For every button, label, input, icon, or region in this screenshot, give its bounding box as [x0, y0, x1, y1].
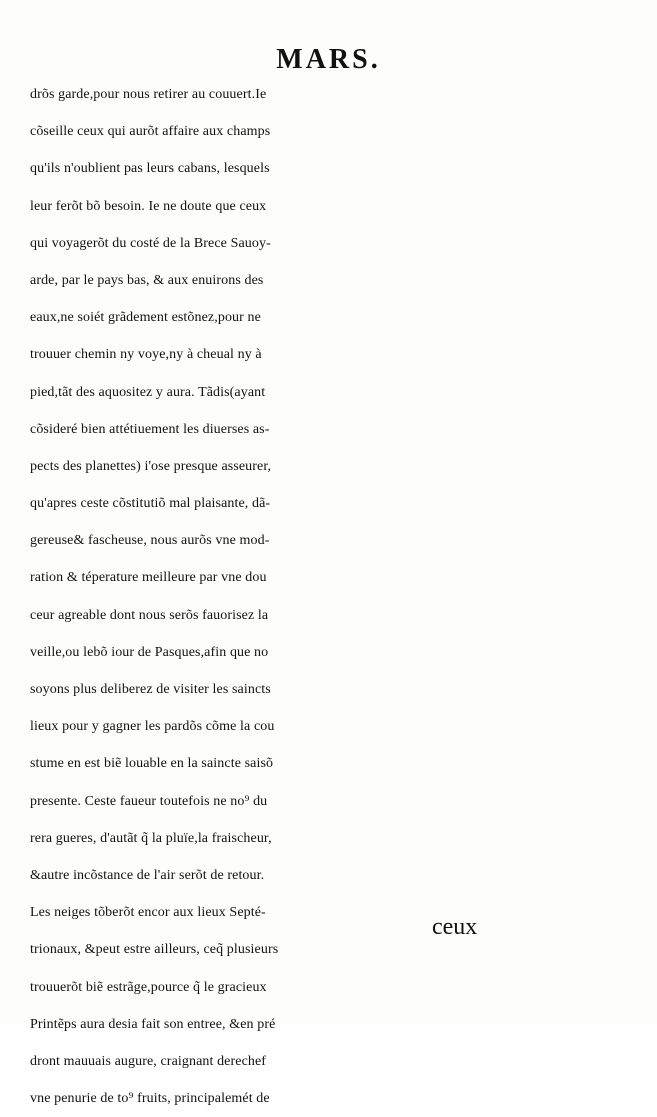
text-line: cõsideré bien attétiuement les diuerses as- [30, 421, 270, 437]
text-line: pied,tãt des aquositez y aura. Tãdis(ayant [30, 384, 266, 400]
running-head: MARS. [276, 44, 381, 75]
text-line: arde, par le pays bas, & aux enuirons des [30, 272, 264, 288]
text-line: leur ferõt bõ besoin. Ie ne doute que ceux [30, 198, 267, 214]
text-block [30, 76, 510, 1117]
text-line: cõseille ceux qui aurõt affaire aux champs [30, 124, 271, 140]
text-line: vne penurie de to⁹ fruits, principalemét de [30, 1091, 270, 1107]
text-line: veille,ou lebõ iour de Pasques,afin que no [30, 644, 269, 660]
text-line: &autre incõstance de l'air serõt de retour. [30, 867, 265, 883]
text-line: ceur agreable dont nous serõs fauorisez la [30, 607, 269, 623]
text-line: trionaux, &peut estre ailleurs, ceq̃ plusieurs [30, 942, 279, 958]
text-line: eaux,ne soiét grãdement estõnez,pour ne [30, 310, 261, 326]
text-line: lieux pour y gagner les pardõs cõme la cou [30, 719, 275, 735]
text-line: Printẽps aura desia fait son entree, &en pré [30, 1016, 276, 1032]
text-line: qu'ils n'oublient pas leurs cabans, lesquels [30, 161, 270, 177]
text-line: presente. Ceste faueur toutefois ne no⁹ du [30, 793, 268, 809]
text-line: pects des planettes) i'ose presque asseurer, [30, 458, 272, 474]
catchword: ceux [432, 914, 478, 940]
text-line: stume en est biẽ louable en la saincte saisõ [30, 756, 274, 772]
text-line: qui voyagerõt du costé de la Brece Sauoy- [30, 235, 271, 251]
text-line: drõs garde,pour nous retirer au couuert.Ie [30, 87, 267, 102]
text-line: gereuse& fascheuse, nous aurõs vne mod- [30, 533, 270, 549]
text-line: trouuer chemin ny voye,ny à cheual ny à [30, 347, 262, 363]
text-line: soyons plus deliberez de visiter les saincts [30, 682, 271, 697]
text-line: trouuerõt biẽ estrãge,pource q̃ le gracieux [30, 979, 267, 995]
text-line: rera gueres, d'autãt q̃ la pluïe,la fraischeur, [30, 830, 272, 846]
text-line: dront mauuais augure, craignant derechef [30, 1053, 267, 1069]
text-line: ration & téperature meilleure par vne dou [30, 570, 267, 586]
text-line: qu'apres ceste cõstitutiõ mal plaisante, dã- [30, 496, 271, 512]
text-line: Les neiges tõberõt encor aux lieux Septé- [30, 905, 266, 921]
